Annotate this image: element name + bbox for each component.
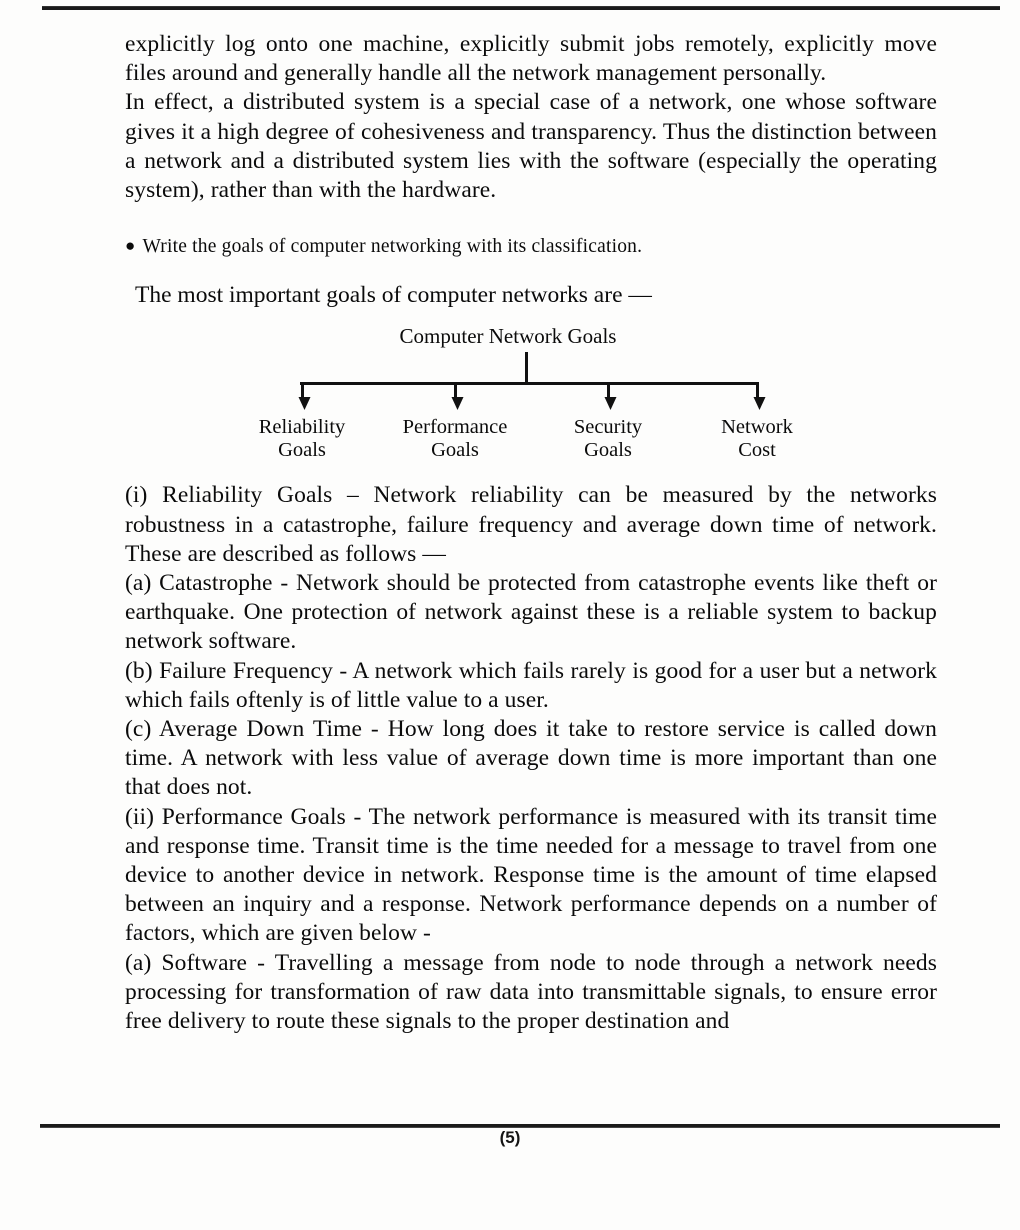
paragraph-distributed-system: In effect, a distributed system is a special case of a network, one whose software gives it a high degree of cohesiveness and transparency. Thus the distinction between a network and a distributed system lies with the software (especially the operating system), rather than with the hardware. bbox=[125, 89, 937, 204]
page-number: (5) bbox=[499, 1128, 521, 1147]
diagram-label-security bbox=[523, 416, 693, 462]
spacer bbox=[125, 464, 937, 481]
arrow-down-icon bbox=[298, 397, 310, 410]
computer-network-goals-diagram bbox=[125, 324, 937, 464]
diagram-label-line2: Goals bbox=[278, 439, 326, 462]
diagram-label-line2: Cost bbox=[738, 439, 776, 462]
paragraph-reliability-goals: (i) Reliability Goals – Network reliability can be measured by the networks robustness in a catastrophe, failure frequency and average down time of network. These are described as follows — bbox=[125, 482, 937, 567]
lead-in-text: The most important goals of computer networks are — bbox=[135, 282, 652, 309]
diagram-stem bbox=[525, 352, 528, 384]
diagram-label-line1: Reliability bbox=[258, 416, 346, 439]
paragraph-catastrophe: (a) Catastrophe - Network should be protected from catastrophe events like theft or earthquake. One protection of network against these is a reliable system to backup network software. bbox=[125, 570, 937, 655]
page-content bbox=[125, 30, 937, 1036]
question-heading bbox=[125, 235, 937, 259]
paragraph-performance-goals: (ii) Performance Goals - The network performance is measured with its transit time and response time. Transit time is the time needed for a message to travel from one device to another device in network. Response time is the amount of time elapsed between an inquiry and a response. Network performance depends on a number of factors, which are given below - bbox=[125, 803, 937, 947]
diagram-horizontal-bar bbox=[300, 382, 758, 385]
diagram-label-network-cost bbox=[672, 416, 842, 462]
diagram-label-line2: Goals bbox=[584, 439, 632, 462]
diagram-label-line1: Network bbox=[721, 416, 793, 439]
diagram-label-line1: Security bbox=[573, 416, 643, 439]
paragraph-software: (a) Software - Travelling a message from node to node through a network needs processing for transformation of raw data into transmittable signals, to ensure error free delivery to route these signals to the proper destination and bbox=[125, 949, 937, 1035]
bullet-icon: ● bbox=[125, 236, 136, 256]
paragraph-failure-frequency: (b) Failure Frequency - A network which fails rarely is good for a user but a network which fails oftenly is of little value to a user. bbox=[125, 657, 937, 713]
paragraph-average-down-time: (c) Average Down Time - How long does it take to restore service is called down time. A network with less value of average down time is more important than one that does not. bbox=[125, 716, 937, 801]
header-rule bbox=[42, 6, 1000, 10]
spacer bbox=[125, 259, 937, 281]
diagram-label-line1: Performance bbox=[402, 416, 508, 439]
diagram-label-line2: Goals bbox=[431, 439, 479, 462]
diagram-title: Computer Network Goals bbox=[399, 324, 617, 349]
diagram-label-reliability bbox=[217, 416, 387, 462]
question-text: Write the goals of computer networking with its classification. bbox=[142, 236, 643, 258]
arrow-down-icon bbox=[753, 397, 765, 410]
arrow-down-icon bbox=[604, 397, 616, 410]
arrow-down-icon bbox=[451, 397, 463, 410]
spacer bbox=[125, 205, 937, 235]
paragraph-network-management: explicitly log onto one machine, explicitly submit jobs remotely, explicitly move files around and generally handle all the network management personally. bbox=[125, 31, 937, 87]
diagram-label-performance bbox=[370, 416, 540, 462]
